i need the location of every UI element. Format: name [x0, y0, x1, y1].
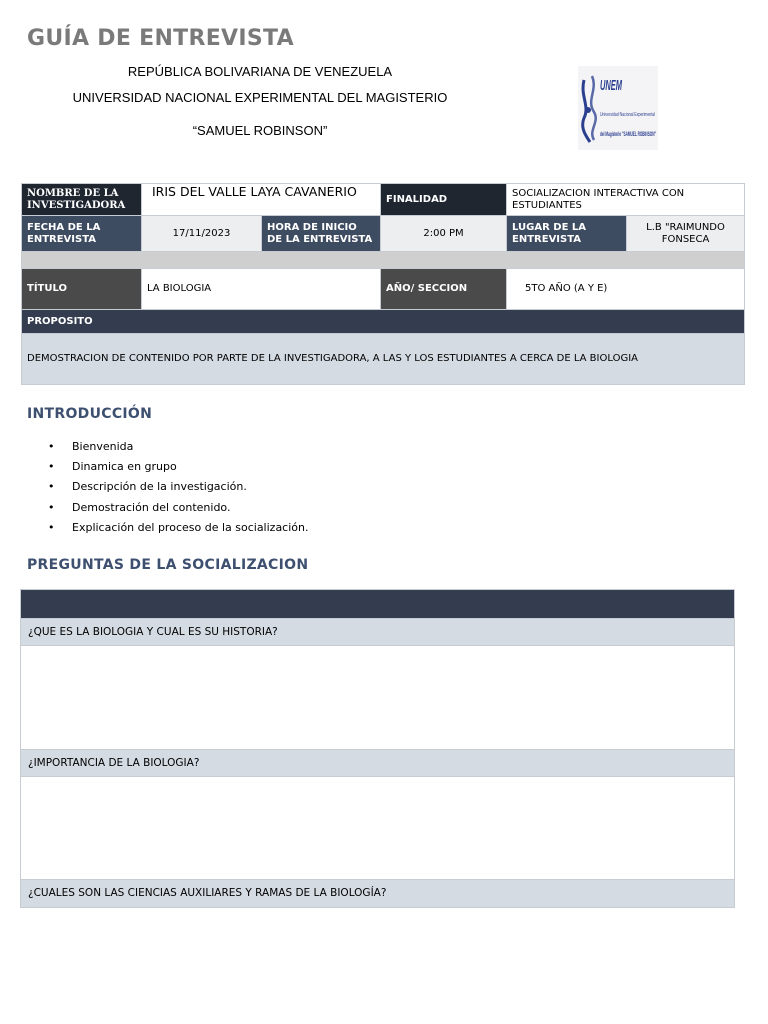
institution-country: REPÚBLICA BOLIVARIANA DE VENEZUELA: [127, 64, 393, 79]
info-row-fecha: [22, 216, 745, 252]
info-spacer-row: [22, 252, 745, 269]
logo-line1-text: Universidad Nacional Experimental: [600, 112, 655, 118]
nombre-label: NOMBRE DE LA INVESTIGADORA: [22, 184, 142, 216]
preguntas-table: [20, 589, 735, 908]
interview-info-table: [21, 183, 745, 385]
answer-area[interactable]: [21, 777, 734, 879]
list-item: • Dinamica en grupo: [48, 459, 309, 479]
lugar-value: L.B "RAIMUNDO FONSECA: [627, 216, 745, 252]
nombre-value: IRIS DEL VALLE LAYA CAVANERIO: [142, 184, 381, 216]
unem-logo: [578, 66, 658, 150]
fecha-label: FECHA DE LA ENTREVISTA: [22, 216, 142, 252]
titulo-value: LA BIOLOGIA: [142, 269, 381, 310]
ano-value: 5TO AÑO (A Y E): [507, 269, 745, 310]
institution-university: UNIVERSIDAD NACIONAL EXPERIMENTAL DEL MAGISTERIO: [72, 90, 448, 105]
question-label: ¿CUALES SON LAS CIENCIAS AUXILIARES Y RAMAS DE LA BIOLOGÍA?: [21, 879, 734, 907]
finalidad-value: SOCIALIZACION INTERACTIVA CON ESTUDIANTES: [507, 184, 745, 216]
question-label: ¿IMPORTANCIA DE LA BIOLOGIA?: [21, 749, 734, 777]
hora-label: HORA DE INICIO DE LA ENTREVISTA: [262, 216, 381, 252]
finalidad-label: FINALIDAD: [381, 184, 507, 216]
preguntas-header-band: [21, 590, 734, 618]
info-row-proposito: [22, 310, 745, 334]
lugar-label: LUGAR DE LA ENTREVISTA: [507, 216, 627, 252]
info-row-titulo: [22, 269, 745, 310]
institution-name: “SAMUEL ROBINSON”: [192, 123, 328, 138]
answer-area[interactable]: [21, 646, 734, 749]
list-item: • Explicación del proceso de la socialización.: [48, 520, 309, 540]
document-title: GUÍA DE ENTREVISTA: [27, 26, 294, 51]
introduccion-list: [48, 439, 309, 540]
list-item: • Descripción de la investigación.: [48, 479, 309, 499]
logo-main-text: UNEM: [600, 77, 623, 94]
preguntas-heading: PREGUNTAS DE LA SOCIALIZACION: [27, 557, 309, 573]
list-item: • Demostración del contenido.: [48, 500, 309, 520]
list-item: • Bienvenida: [48, 439, 309, 459]
proposito-label: PROPOSITO: [22, 310, 745, 334]
logo-line2-text: del Magisterio "SAMUEL ROBINSON": [600, 132, 657, 138]
info-row-nombre: [22, 184, 745, 216]
proposito-value: DEMOSTRACION DE CONTENIDO POR PARTE DE LA INVESTIGADORA, A LAS Y LOS ESTUDIANTES A CERCA DE LA BIOLOGIA: [22, 334, 745, 385]
fecha-value: 17/11/2023: [142, 216, 262, 252]
info-row-proposito-text: [22, 334, 745, 385]
ano-label: AÑO/ SECCION: [381, 269, 507, 310]
titulo-label: TÍTULO: [22, 269, 142, 310]
introduccion-heading: INTRODUCCIÓN: [27, 406, 153, 422]
hora-value: 2:00 PM: [381, 216, 507, 252]
question-label: ¿QUE ES LA BIOLOGIA Y CUAL ES SU HISTORIA?: [21, 618, 734, 646]
